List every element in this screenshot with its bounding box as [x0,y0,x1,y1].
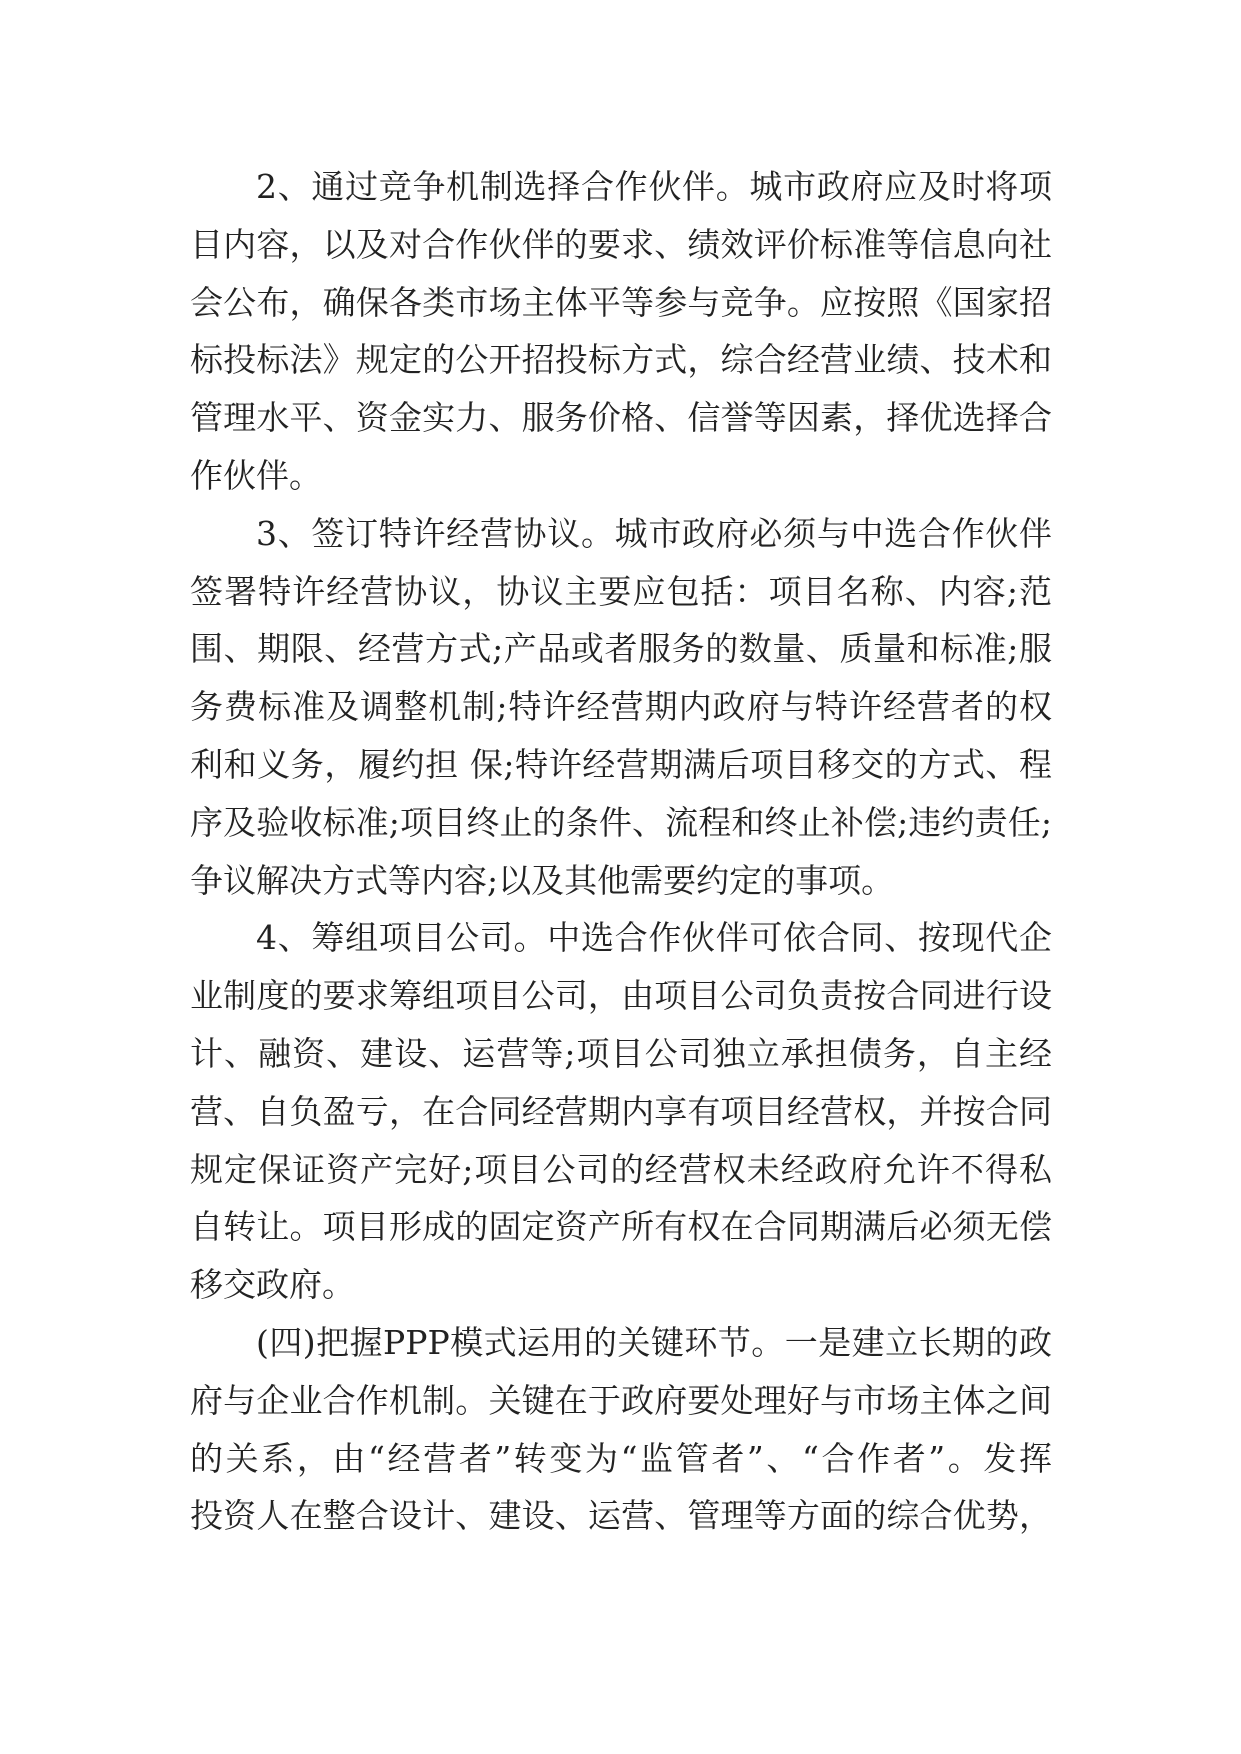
paragraph-4-line-4: 投资人在整合设计、建设、运营、管理等方面的综合优势， [190,1496,1052,1536]
paragraph-2-line-2: 签署特许经营协议，协议主要应包括：项目名称、内容;范 [190,571,1052,611]
paragraph-3-line-3: 计、融资、建设、运营等;项目公司独立承担债务，自主经 [190,1033,1052,1073]
paragraph-1-line-5: 管理水平、资金实力、服务价格、信誉等因素，择优选择合 [190,398,1052,438]
paragraph-4-line-3: 的关系，由“经营者”转变为“监管者”、“合作者”。发挥 [190,1438,1052,1478]
paragraph-1-line-2: 目内容，以及对合作伙伴的要求、绩效评价标准等信息向社 [190,224,1052,264]
paragraph-3-line-6: 自转让。项目形成的固定资产所有权在合同期满后必须无偿 [190,1207,1052,1247]
paragraph-3-line-5: 规定保证资产完好;项目公司的经营权未经政府允许不得私 [190,1149,1052,1189]
paragraph-2-line-7: 争议解决方式等内容;以及其他需要约定的事项。 [190,860,895,900]
paragraph-4-line-1: (四)把握PPP模式运用的关键环节。一是建立长期的政 [256,1322,1052,1362]
paragraph-2-line-6: 序及验收标准;项目终止的条件、流程和终止补偿;违约责任; [190,802,1052,842]
paragraph-2-line-4: 务费标准及调整机制;特许经营期内政府与特许经营者的权 [190,687,1052,727]
paragraph-4-line-2: 府与企业合作机制。关键在于政府要处理好与市场主体之间 [190,1380,1052,1420]
paragraph-3-line-2: 业制度的要求筹组项目公司，由项目公司负责按合同进行设 [190,976,1052,1016]
body-text [190,158,1052,1545]
paragraph-3-line-4: 营、自负盈亏，在合同经营期内享有项目经营权，并按合同 [190,1091,1052,1131]
paragraph-2-line-5: 利和义务，履约担 保;特许经营期满后项目移交的方式、程 [190,744,1052,784]
paragraph-2-line-3: 围、期限、经营方式;产品或者服务的数量、质量和标准;服 [190,629,1052,669]
paragraph-1-line-4: 标投标法》规定的公开招投标方式，综合经营业绩、技术和 [190,340,1052,380]
paragraph-1-line-1: 2、通过竞争机制选择合作伙伴。城市政府应及时将项 [256,167,1052,206]
paragraph-1-line-3: 会公布，确保各类市场主体平等参与竞争。应按照《国家招 [190,282,1052,322]
paragraph-2-line-1: 3、签订特许经营协议。城市政府必须与中选合作伙伴 [256,513,1052,553]
paragraph-3-line-7: 移交政府。 [190,1265,355,1305]
paragraph-1-line-6: 作伙伴。 [190,455,322,495]
paragraph-3-line-1: 4、筹组项目公司。中选合作伙伴可依合同、按现代企 [256,918,1052,958]
